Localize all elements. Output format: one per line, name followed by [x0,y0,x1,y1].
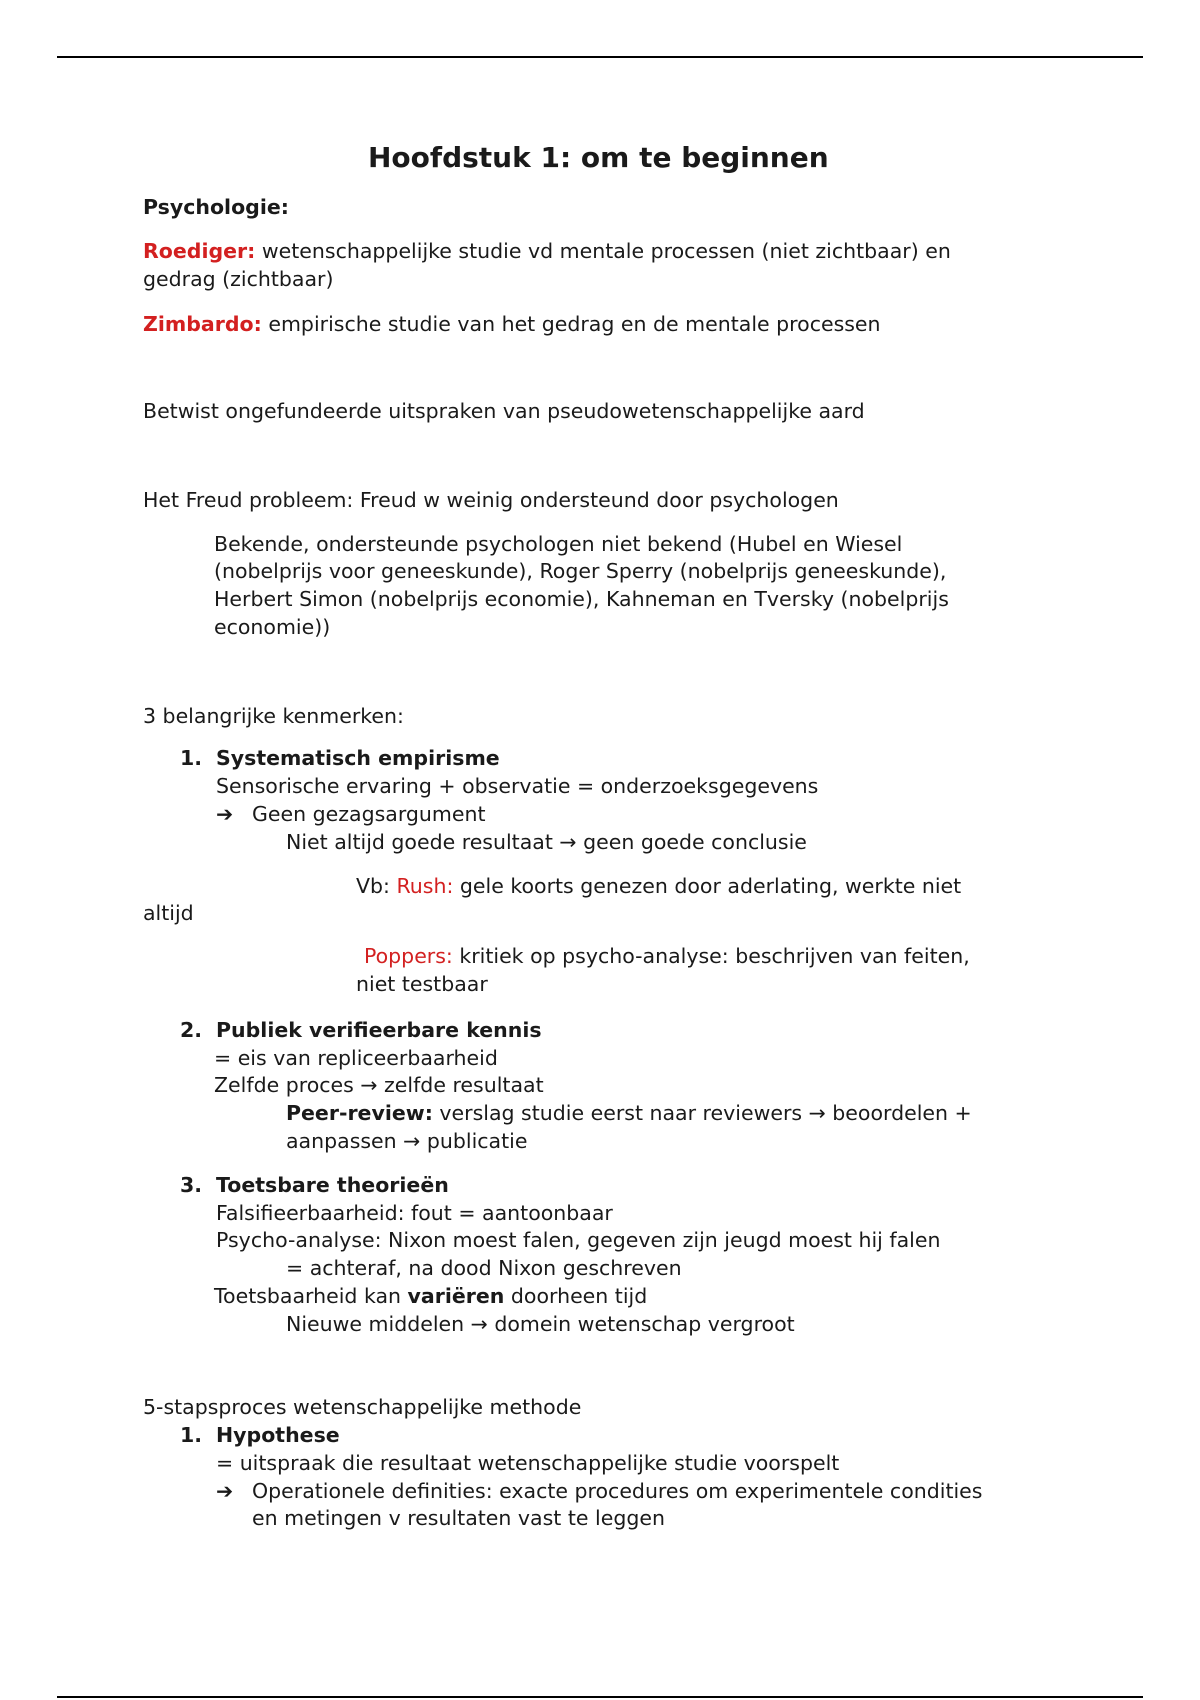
methode-step-1-heading [180,1421,340,1449]
betwist-line: Betwist ongefundeerde uitspraken van pseudowetenschappelijke aard [143,399,865,423]
peer-review-text: verslag studie eerst naar reviewers → beoordelen + [432,1101,972,1125]
kenmerk-2-heading [180,1016,542,1044]
kenmerk-1-title: Systematisch empirisme [216,746,500,770]
peer-review-cont: aanpassen → publicatie [286,1129,528,1153]
freud-detail-2: (nobelprijs voor geneeskunde), Roger Sperry (nobelprijs geneeskunde), [214,559,947,583]
methode-step-1-line-2-text: Operationele definities: exacte procedures om experimentele condities [252,1479,983,1503]
kenmerk-1-line-3: Niet altijd goede resultaat → geen goede conclusie [286,830,807,854]
kenmerk-3-line-4 [214,1282,647,1310]
kenmerk-2-title: Publiek verifieerbare kennis [216,1018,542,1042]
poppers-example-cont: niet testbaar [356,972,488,996]
kenmerk-3-line-5: Nieuwe middelen → domein wetenschap vergroot [286,1312,795,1336]
methode-step-1-title: Hypothese [216,1423,340,1447]
arrow-right-icon: ➔ [216,802,234,826]
kenmerk-3-line-4-bold: variëren [407,1284,505,1308]
poppers-text: kritiek op psycho-analyse: beschrijven van feiten, [452,944,970,968]
kenmerk-2-line-2: Zelfde proces → zelfde resultaat [214,1073,544,1097]
psychologie-heading: Psychologie: [143,195,289,219]
roediger-definition-cont: gedrag (zichtbaar) [143,267,334,291]
methode-step-1-number: 1. [180,1423,203,1447]
bottom-rule [57,1696,1143,1698]
zimbardo-text: empirische studie van het gedrag en de mentale processen [261,312,881,336]
arrow-right-icon: ➔ [216,1479,234,1503]
zimbardo-definition [143,310,881,338]
rush-example [356,872,961,900]
kenmerk-3-line-3: = achteraf, na dood Nixon geschreven [286,1256,682,1280]
kenmerk-2-line-1: = eis van repliceerbaarheid [214,1046,498,1070]
kenmerk-3-line-4-c: doorheen tijd [504,1284,648,1308]
kenmerk-1-heading [180,744,500,772]
methode-intro: 5-stapsproces wetenschappelijke methode [143,1395,582,1419]
kenmerk-3-heading [180,1171,449,1199]
rush-example-cont: altijd [143,901,194,925]
kenmerk-3-line-4-a: Toetsbaarheid kan [214,1284,408,1308]
zimbardo-name: Zimbardo: [143,312,262,336]
kenmerk-3-line-2: Psycho-analyse: Nixon moest falen, gegeven zijn jeugd moest hij falen [216,1228,941,1252]
kenmerk-1-number: 1. [180,746,203,770]
kenmerk-3-line-1: Falsifieerbaarheid: fout = aantoonbaar [216,1201,613,1225]
kenmerk-2-number: 2. [180,1018,203,1042]
peer-review-label: Peer-review: [286,1101,433,1125]
poppers-name: Poppers: [364,944,453,968]
vb-prefix: Vb: [356,874,397,898]
freud-detail-4: economie)) [214,615,331,639]
methode-step-1-line-3: en metingen v resultaten vast te leggen [252,1506,665,1530]
roediger-definition [143,237,951,265]
kenmerken-intro: 3 belangrijke kenmerken: [143,704,404,728]
roediger-text: wetenschappelijke studie vd mentale processen (niet zichtbaar) en [255,239,951,263]
rush-text: gele koorts genezen door aderlating, werkte niet [453,874,962,898]
kenmerk-3-number: 3. [180,1173,203,1197]
methode-step-1-line-2 [216,1477,982,1505]
kenmerk-1-line-2 [216,800,486,828]
peer-review-line [286,1099,972,1127]
kenmerk-1-line-1: Sensorische ervaring + observatie = onderzoeksgegevens [216,774,819,798]
rush-name: Rush: [396,874,454,898]
freud-line: Het Freud probleem: Freud w weinig ondersteund door psychologen [143,488,839,512]
page-title: Hoofdstuk 1: om te beginnen [368,141,829,174]
freud-detail-1: Bekende, ondersteunde psychologen niet bekend (Hubel en Wiesel [214,532,903,556]
kenmerk-3-title: Toetsbare theorieën [216,1173,449,1197]
roediger-name: Roediger: [143,239,256,263]
poppers-example [364,942,970,970]
freud-detail-3: Herbert Simon (nobelprijs economie), Kahneman en Tversky (nobelprijs [214,587,949,611]
kenmerk-1-line-2-text: Geen gezagsargument [252,802,486,826]
methode-step-1-line-1: = uitspraak die resultaat wetenschappelijke studie voorspelt [216,1451,840,1475]
